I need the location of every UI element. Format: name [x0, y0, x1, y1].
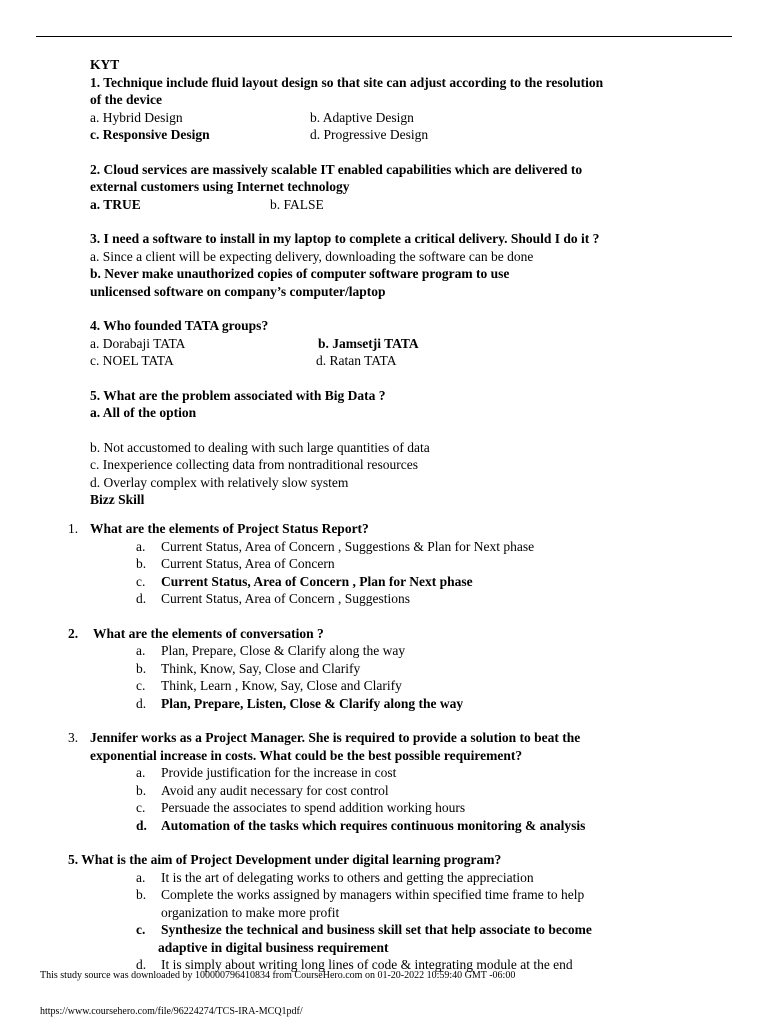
bizz-q5-option-c-answer-cont [0, 939, 768, 957]
option-text: Avoid any audit necessary for cost control [161, 782, 389, 798]
bizz-q2-text: What are the elements of conversation ? [93, 625, 324, 641]
option-label: c. [136, 678, 146, 693]
kyt-q2-row [90, 196, 700, 214]
bizz-q2-option-d-answer [0, 695, 768, 713]
kyt-q2-option-b: b. FALSE [270, 196, 324, 212]
kyt-q5-option-a-answer: a. All of the option [90, 405, 197, 420]
bizz-q1-option-b [0, 555, 768, 573]
option-label: a. [136, 765, 146, 780]
kyt-q1-text: 1. Technique include fluid layout design so that site can adjust according to the resolution [90, 74, 604, 90]
bizz-q3-option-c [0, 799, 768, 817]
kyt-q3-text: 3. I need a software to install in my laptop to complete a critical delivery. Should I do it ? [90, 231, 600, 246]
option-label: c. [136, 573, 146, 589]
option-text: It is the art of delegating works to others and getting the appreciation [161, 869, 534, 885]
kyt-q4-row2 [90, 352, 700, 370]
kyt-q1-option-a: a. Hybrid Design [90, 109, 183, 125]
bizz-q3-cont [0, 747, 768, 765]
kyt-q4-option-a: a. Dorabaji TATA [90, 335, 186, 351]
kyt-q4-text: 4. Who founded TATA groups? [90, 318, 269, 333]
kyt-q1-text-cont: of the device [90, 92, 162, 107]
bizz-q3-text-cont: exponential increase in costs. What could be the best possible requirement? [90, 747, 523, 763]
kyt-q3-option-b-answer: b. Never make unauthorized copies of computer software program to use [90, 266, 510, 281]
source-url[interactable]: https://www.coursehero.com/file/96224274/TCS-IRA-MCQ1pdf/ [40, 1006, 303, 1017]
bizz-q5-option-b [0, 886, 768, 904]
bizz-q2 [0, 625, 768, 643]
option-text: It is simply about writing long lines of code & integrating module at the end [161, 957, 573, 972]
kyt-q1-option-b: b. Adaptive Design [310, 109, 414, 125]
kyt-q2-option-a-answer: a. TRUE [90, 196, 141, 212]
option-text: Synthesize the technical and business skill set that help associate to become [161, 922, 592, 937]
option-label: c. [136, 922, 146, 937]
option-label: d. [136, 957, 147, 972]
bizz-q5-text: 5. What is the aim of Project Development under digital learning program? [68, 852, 502, 867]
bizz-q5-option-c-answer [0, 921, 768, 939]
option-label: b. [136, 887, 147, 902]
option-text: Complete the works assigned by managers within specified time frame to help [161, 887, 585, 902]
option-text: Plan, Prepare, Close & Clarify along the way [161, 643, 406, 658]
option-label: b. [136, 660, 147, 676]
option-label: a. [136, 869, 146, 885]
kyt-q1-row2 [90, 126, 700, 144]
bizz-q2-number: 2. [68, 625, 79, 641]
option-label: b. [136, 556, 147, 571]
bizz-q3-option-b [0, 782, 768, 800]
kyt-q5-option-c: c. Inexperience collecting data from nontraditional resources [90, 457, 418, 472]
bizz-q3-option-d-answer [0, 817, 768, 835]
bizz-q1-option-a [0, 538, 768, 556]
option-text-cont: organization to make more profit [161, 904, 340, 920]
bizz-section [0, 520, 768, 974]
kyt-q1-option-c-answer: c. Responsive Design [90, 127, 210, 142]
option-text: Current Status, Area of Concern , Plan for Next phase [161, 573, 473, 589]
option-label: d. [136, 817, 147, 833]
bizz-q3-option-a [0, 764, 768, 782]
option-text: Provide justification for the increase in cost [161, 765, 397, 780]
option-label: d. [136, 695, 147, 711]
kyt-q5-option-d: d. Overlay complex with relatively slow system [90, 474, 349, 490]
bizz-q3 [0, 729, 768, 747]
option-label: a. [136, 643, 146, 658]
kyt-q5-option-b: b. Not accustomed to dealing with such large quantities of data [90, 439, 430, 455]
bizz-q1-text: What are the elements of Project Status Report? [90, 521, 369, 536]
kyt-q2-text: 2. Cloud services are massively scalable IT enabled capabilities which are delivered to [90, 161, 583, 177]
option-text: Persuade the associates to spend addition working hours [161, 800, 466, 815]
option-text: Plan, Prepare, Listen, Close & Clarify along the way [161, 695, 464, 711]
kyt-q3-option-b-answer-cont: unlicensed software on company’s computer/laptop [90, 283, 386, 299]
option-text-cont: adaptive in digital business requirement [158, 939, 389, 955]
option-text: Current Status, Area of Concern , Suggestions & Plan for Next phase [161, 538, 535, 554]
bizz-q2-option-b [0, 660, 768, 678]
bizz-q3-number: 3. [68, 730, 79, 745]
option-label: c. [136, 800, 146, 815]
top-rule [36, 36, 732, 37]
kyt-q4-option-b-answer: b. Jamsetji TATA [318, 335, 419, 351]
bizz-q1 [0, 520, 768, 538]
option-text: Current Status, Area of Concern , Suggestions [161, 591, 410, 606]
option-label: b. [136, 782, 147, 798]
option-text: Automation of the tasks which requires continuous monitoring & analysis [161, 817, 586, 833]
download-note: This study source was downloaded by 100000796410834 from CourseHero.com on 01-20-2022 10:59:40 GMT -06:00 [40, 970, 516, 981]
kyt-q2-text-cont: external customers using Internet technology [90, 179, 350, 194]
bizz-q1-number: 1. [68, 521, 79, 536]
bizz-q1-option-c-answer [0, 573, 768, 591]
kyt-q4-row1 [90, 335, 700, 353]
kyt-q1-option-d: d. Progressive Design [310, 127, 429, 142]
kyt-q5-text: 5. What are the problem associated with Big Data ? [90, 387, 386, 403]
bizz-q2-option-a [0, 642, 768, 660]
option-label: d. [136, 591, 147, 606]
bizz-heading: Bizz Skill [90, 492, 145, 507]
bizz-q2-option-c [0, 677, 768, 695]
option-label: a. [136, 538, 146, 554]
kyt-q3-option-a: a. Since a client will be expecting delivery, downloading the software can be done [90, 248, 534, 264]
bizz-q3-text: Jennifer works as a Project Manager. She is required to provide a solution to beat the [90, 730, 581, 745]
option-text: Current Status, Area of Concern [161, 556, 335, 571]
kyt-section [90, 56, 700, 509]
kyt-heading: KYT [90, 57, 120, 72]
kyt-q1-row1 [90, 109, 700, 127]
kyt-q4-option-d: d. Ratan TATA [316, 353, 397, 368]
option-text: Think, Learn , Know, Say, Close and Clarify [161, 678, 402, 693]
bizz-q1-option-d [0, 590, 768, 608]
option-text: Think, Know, Say, Close and Clarify [161, 660, 361, 676]
bizz-q5 [0, 851, 768, 869]
kyt-q4-option-c: c. NOEL TATA [90, 353, 174, 368]
bizz-q5-option-b-cont [0, 904, 768, 922]
bizz-q5-option-a [0, 869, 768, 887]
